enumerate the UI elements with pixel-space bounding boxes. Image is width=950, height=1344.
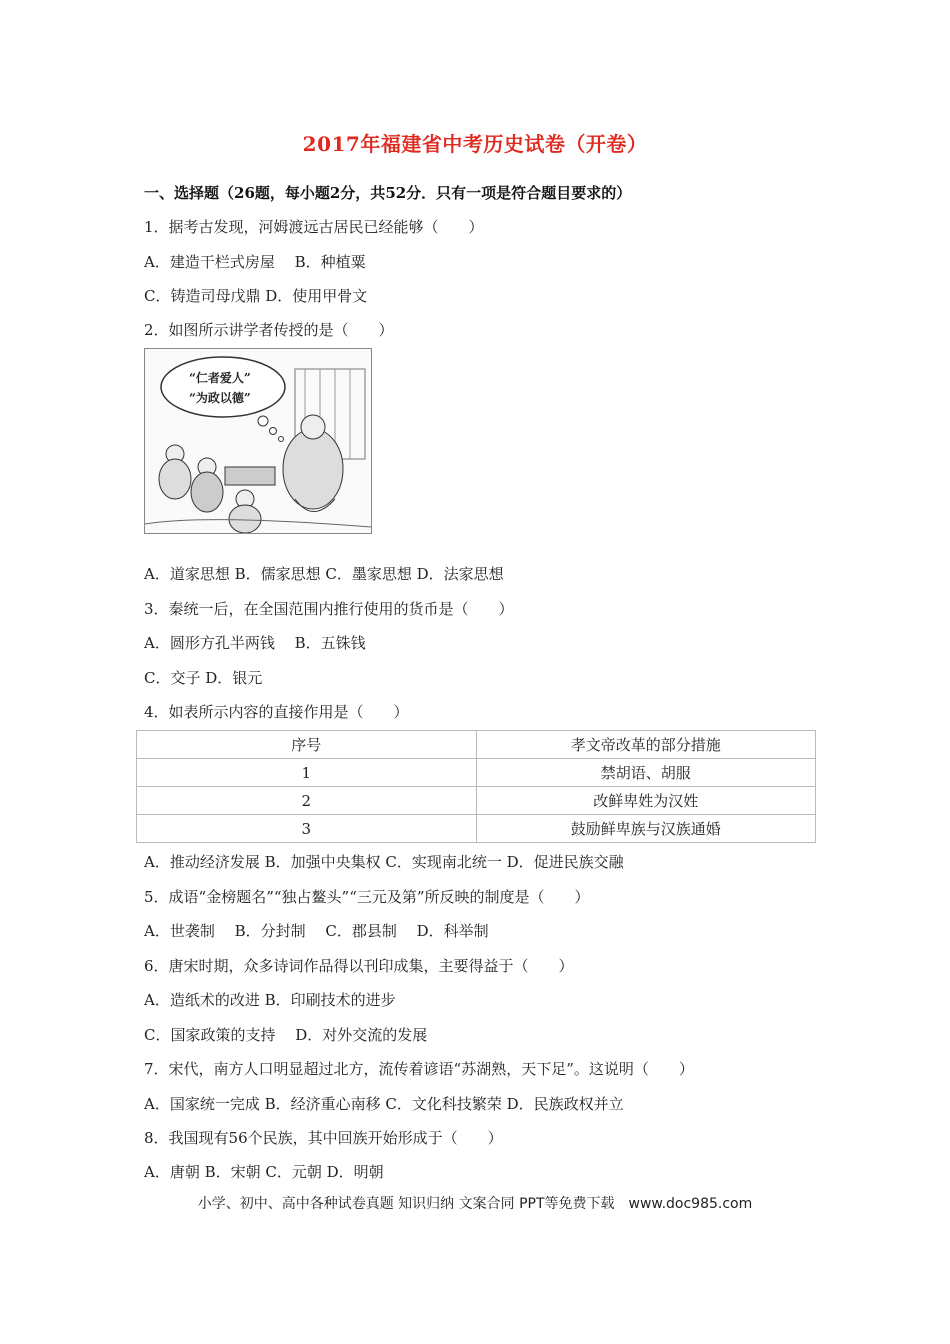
table-header-row [137,731,816,759]
table-row [137,787,816,815]
lecture-scene-icon [145,349,371,533]
question-6-stem: 6．唐宋时期，众多诗词作品得以刊印成集，主要得益于（ ） [144,957,574,975]
speech-quote-2: “为政以德” [189,391,251,405]
section-heading: 一、选择题（26题，每小题2分，共52分．只有一项是符合题目要求的） [144,184,632,202]
question-8-stem: 8．我国现有56个民族，其中回族开始形成于（ ） [144,1129,503,1147]
question-2-options: A．道家思想 B．儒家思想 C．墨家思想 D．法家思想 [144,565,504,583]
question-3-options-line-2: C．交子 D．银元 [144,669,263,687]
question-4-options: A．推动经济发展 B．加强中央集权 C．实现南北统一 D．促进民族交融 [144,853,624,871]
question-7-stem: 7．宋代，南方人口明显超过北方，流传着谚语“苏湖熟，天下足”。这说明（ ） [144,1060,694,1078]
table-row [137,759,816,787]
table-row [137,815,816,843]
table-cell: 改鲜卑姓为汉姓 [476,787,816,815]
table-header-cell: 序号 [137,731,477,759]
table-cell: 3 [137,815,477,843]
question-6-options-line-2: C．国家政策的支持 D．对外交流的发展 [144,1026,428,1044]
confucius-lecture-illustration [144,348,372,534]
question-3-stem: 3．秦统一后，在全国范围内推行使用的货币是（ ） [144,600,514,618]
question-8-options: A．唐朝 B．宋朝 C．元朝 D．明朝 [144,1163,384,1181]
question-5-options: A．世袭制 B．分封制 C．郡县制 D．科举制 [144,922,489,940]
table-header-cell: 孝文帝改革的部分措施 [476,731,816,759]
question-5-stem: 5．成语“金榜题名”“独占鳌头”“三元及第”所反映的制度是（ ） [144,888,590,906]
exam-title: 2017年福建省中考历史试卷（开卷） [302,132,648,156]
table-cell: 1 [137,759,477,787]
table-cell: 鼓励鲜卑族与汉族通婚 [476,815,816,843]
question-6-options-line-1: A．造纸术的改进 B．印刷技术的进步 [144,991,396,1009]
question-7-options: A．国家统一完成 B．经济重心南移 C．文化科技繁荣 D．民族政权并立 [144,1095,624,1113]
question-2-stem: 2．如图所示讲学者传授的是（ ） [144,321,394,339]
question-1-options-line-1: A．建造干栏式房屋 B．种植粟 [144,253,366,271]
table-cell: 2 [137,787,477,815]
question-1-options-line-2: C．铸造司母戊鼎 D．使用甲骨文 [144,287,368,305]
table-cell: 禁胡语、胡服 [476,759,816,787]
question-3-options-line-1: A．圆形方孔半两钱 B．五铢钱 [144,634,366,652]
question-1-stem: 1．据考古发现，河姆渡远古居民已经能够（ ） [144,218,484,236]
reform-table [136,730,816,843]
question-4-stem: 4．如表所示内容的直接作用是（ ） [144,703,409,721]
footer-advertisement: 小学、初中、高中各种试卷真题 知识归纳 文案合同 PPT等免费下载 www.doc985.com [197,1196,753,1212]
speech-quote-1: “仁者爱人” [189,371,251,385]
